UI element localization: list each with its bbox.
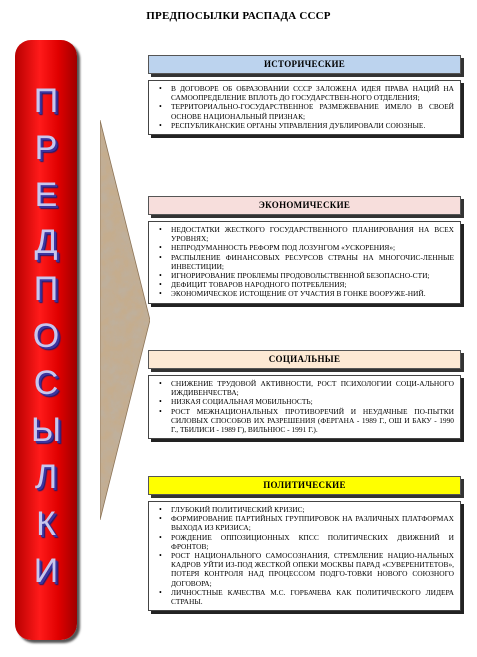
section-body — [148, 375, 461, 439]
section-body — [148, 221, 461, 304]
section-body — [148, 80, 461, 135]
list-item: • ФОРМИРОВАНИЕ ПАРТИЙНЫХ ГРУППИРОВОК НА РАЗЛИЧНЫХ ПЛАТФОРМАХ ВЫХОДА ИЗ КРИЗИСА; — [159, 514, 454, 532]
list-item: • ТЕРРИТОРИАЛЬНО-ГОСУДАРСТВЕННОЕ РАЗМЕЖЕВАНИЕ ИМЕЛО В СВОЕЙ ОСНОВЕ НАЦИОНАЛЬНЫЙ ПРИЗНАК; — [159, 102, 454, 120]
side-letter: Р — [34, 129, 58, 167]
section-political — [148, 476, 461, 611]
list-item: • РОСТ МЕЖНАЦИОНАЛЬНЫХ ПРОТИВОРЕЧИЙ И НЕУДАЧНЫЕ ПО-ПЫТКИ СИЛОВЫХ СПОСОБОВ ИХ РАЗРЕШЕНИЯ (ФЕРГАНА - 1989 Г., ОШ И БАКУ - 1990 Г., ТБИЛИСИ - 1989 Г), ВИЛЬНЮС - 1991 Г.). — [159, 407, 454, 435]
side-letter: Д — [34, 223, 58, 261]
list-item: • НЕПРОДУМАННОСТЬ РЕФОРМ ПОД ЛОЗУНГОМ «УСКОРЕНИЯ»; — [159, 243, 454, 252]
side-letter: С — [33, 364, 59, 402]
list-item: • ДЕФИЦИТ ТОВАРОВ НАРОДНОГО ПОТРЕБЛЕНИЯ; — [159, 280, 454, 289]
side-letter: Л — [34, 458, 58, 496]
list-item: • ЛИЧНОСТНЫЕ КАЧЕСТВА М.С. ГОРБАЧЕВА КАК ПОЛИТИЧЕСКОГО ЛИДЕРА СТРАНЫ. — [159, 588, 454, 606]
side-letter: И — [33, 552, 59, 590]
list-item: • РАСПЫЛЕНИЕ ФИНАНСОВЫХ РЕСУРСОВ СТРАНЫ НА МНОГОЧИС-ЛЕННЫЕ ИНВЕСТИЦИИ; — [159, 253, 454, 271]
section-body — [148, 501, 461, 611]
section-header: ЭКОНОМИЧЕСКИЕ — [148, 196, 461, 215]
list-item: • РЕСПУБЛИКАНСКИЕ ОРГАНЫ УПРАВЛЕНИЯ ДУБЛИРОВАЛИ СОЮЗНЫЕ. — [159, 121, 454, 130]
paper-arrow-graphic — [100, 120, 150, 520]
list-item: • ЭКОНОМИЧЕСКОЕ ИСТОЩЕНИЕ ОТ УЧАСТИЯ В ГОНКЕ ВООРУЖЕ-НИЙ. — [159, 289, 454, 298]
list-item: • РОЖДЕНИЕ ОППОЗИЦИОННЫХ КПСС ПОЛИТИЧЕСКИХ ДВИЖЕНИЙ И ФРОНТОВ; — [159, 533, 454, 551]
side-letter: Ы — [30, 411, 62, 449]
side-letter: К — [36, 505, 56, 543]
section-historical — [148, 55, 461, 135]
side-letter: П — [33, 82, 59, 120]
section-header: ИСТОРИЧЕСКИЕ — [148, 55, 461, 74]
section-header: ПОЛИТИЧЕСКИЕ — [148, 476, 461, 495]
page-title: ПРЕДПОСЫЛКИ РАСПАДА СССР — [146, 10, 331, 22]
list-item: • РОСТ НАЦИОНАЛЬНОГО САМОСОЗНАНИЯ, СТРЕМЛЕНИЕ НАЦИО-НАЛЬНЫХ КАДРОВ УЙТИ ИЗ-ПОД ЖЕСТКОЙ ОПЕКИ МОСКВЫ ПАРАД «СУВЕРЕНИТЕТОВ», ПОТЕРЯ КОНТРОЛЯ НАД ПРОЦЕССОМ ПОДГО-ТОВКИ НОВОГО СОЮЗНОГО ДОГОВОРА; — [159, 551, 454, 588]
section-economic — [148, 196, 461, 304]
list-item: • ИГНОРИРОВАНИЕ ПРОБЛЕМЫ ПРОДОВОЛЬСТВЕННОЙ БЕЗОПАСНО-СТИ; — [159, 271, 454, 280]
vertical-word — [15, 78, 77, 595]
list-item: • ГЛУБОКИЙ ПОЛИТИЧЕСКИЙ КРИЗИС; — [159, 505, 454, 514]
side-letter: П — [33, 270, 59, 308]
section-social — [148, 350, 461, 439]
list-item: • В ДОГОВОРЕ ОБ ОБРАЗОВАНИИ СССР ЗАЛОЖЕНА ИДЕЯ ПРАВА НАЦИЙ НА САМООПРЕДЕЛЕНИЕ ВПЛОТЬ ДО ГОСУДАРСТВЕН-НОГО ОТДЕЛЕНИЯ; — [159, 84, 454, 102]
list-item: • НИЗКАЯ СОЦИАЛЬНАЯ МОБИЛЬНОСТЬ; — [159, 397, 454, 406]
section-header: СОЦИАЛЬНЫЕ — [148, 350, 461, 369]
side-letter: Е — [34, 176, 58, 214]
side-letter: О — [32, 317, 60, 355]
list-item: • СНИЖЕНИЕ ТРУДОВОЙ АКТИВНОСТИ, РОСТ ПСИХОЛОГИИ СОЦИ-АЛЬНОГО ИЖДИВЕНЧЕСТВА; — [159, 379, 454, 397]
list-item: • НЕДОСТАТКИ ЖЕСТКОГО ГОСУДАРСТВЕННОГО ПЛАНИРОВАНИЯ НА ВСЕХ УРОВНЯХ; — [159, 225, 454, 243]
